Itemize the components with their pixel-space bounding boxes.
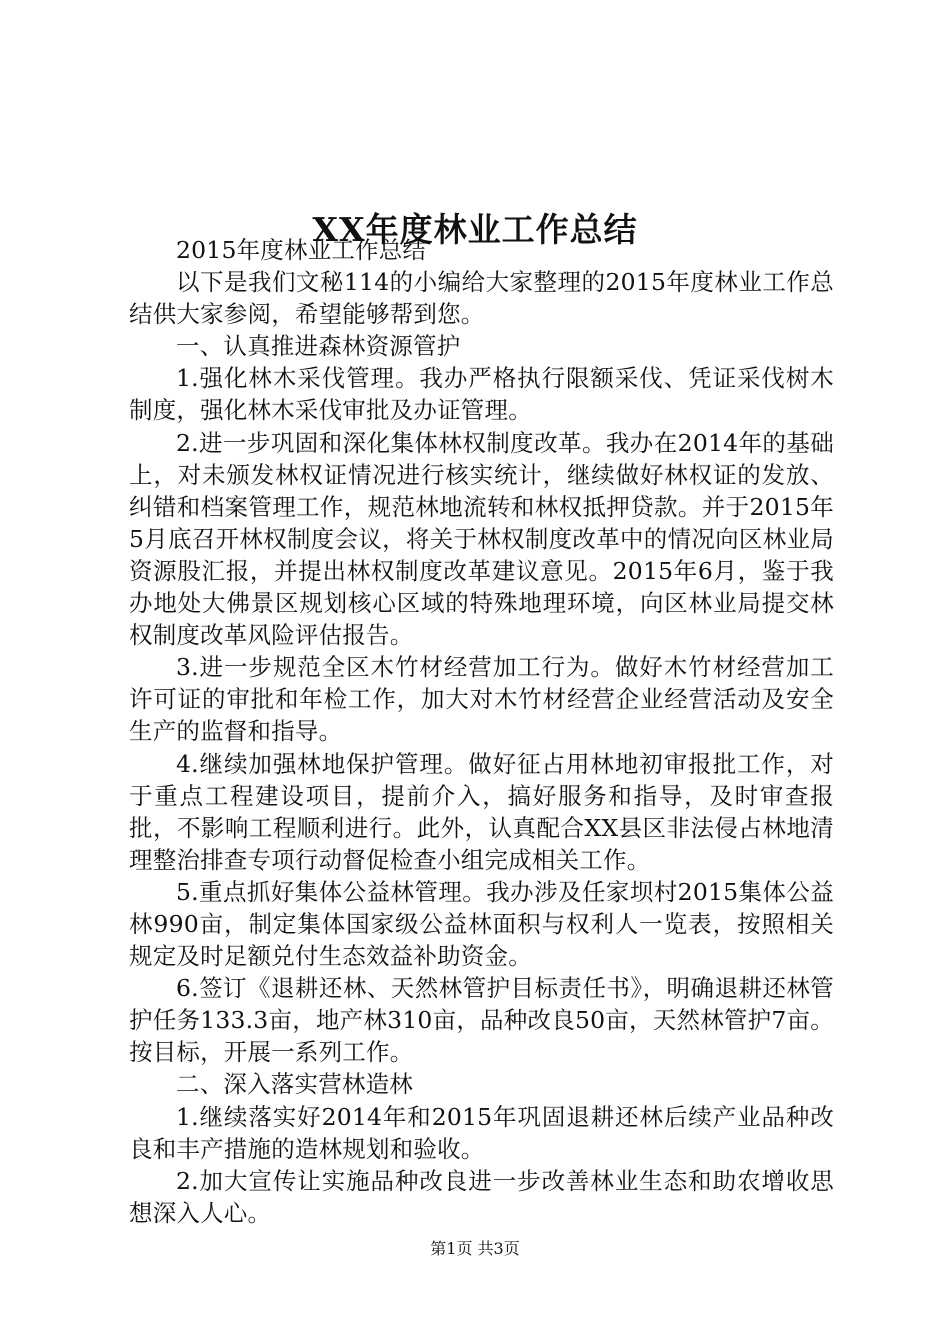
page-footer: 第1页 共3页 [430, 1239, 520, 1258]
paragraph: 5.重点抓好集体公益林管理。我办涉及任家坝村2015集体公益林990亩，制定集体国家级公益林面积与权利人一览表，按照相关规定及时足额兑付生态效益补助资金。 [129, 877, 834, 971]
paragraph: 2015年度林业工作总结 [176, 236, 427, 264]
paragraph: 2.加大宣传让实施品种改良进一步改善林业生态和助农增收思想深入人心。 [129, 1166, 834, 1227]
paragraph: 1.强化林木采伐管理。我办严格执行限额采伐、凭证采伐树木制度，强化林木采伐审批及办证管理。 [129, 364, 834, 425]
document-title: XX年度林业工作总结 [312, 210, 638, 250]
paragraph: 6.签订《退耕还林、天然林管护目标责任书》，明确退耕还林管护任务133.3亩，地产林310亩，品种改良50亩，天然林管护7亩。按目标，开展一系列工作。 [129, 974, 834, 1067]
paragraph: 4.继续加强林地保护管理。做好征占用林地初审报批工作，对于重点工程建设项目，提前介入，搞好服务和指导，及时审查报批，不影响工程顺利进行。此外，认真配合XX县区非法侵占林地清理整治排查专项行动督促检查小组完成相关工作。 [129, 749, 834, 874]
paragraph: 以下是我们文秘114的小编给大家整理的2015年度林业工作总结供大家参阅，希望能够帮到您。 [129, 268, 834, 329]
section-heading: 一、认真推进森林资源管护 [176, 332, 461, 361]
paragraph: 1.继续落实好2014年和2015年巩固退耕还林后续产业品种改良和丰产措施的造林规划和验收。 [129, 1102, 834, 1163]
document-body [129, 234, 834, 1229]
paragraph: 2.进一步巩固和深化集体林权制度改革。我办在2014年的基础上，对未颁发林权证情况进行核实统计，继续做好林权证的发放、纠错和档案管理工作，规范林地流转和林权抵押贷款。并于2015年5月底召开林权制度会议，将关于林权制度改革中的情况向区林业局资源股汇报，并提出林权制度改革建议意见。2015年6月，鉴于我办地处大佛景区规划核心区域的特殊地理环境，向区林业局提交林权制度改革风险评估报告。 [129, 428, 834, 650]
section-heading: 二、深入落实营林造林 [176, 1070, 413, 1099]
paragraph: 3.进一步规范全区木竹材经营加工行为。做好木竹材经营加工许可证的审批和年检工作，加大对木竹材经营企业经营活动及安全生产的监督和指导。 [129, 653, 834, 746]
